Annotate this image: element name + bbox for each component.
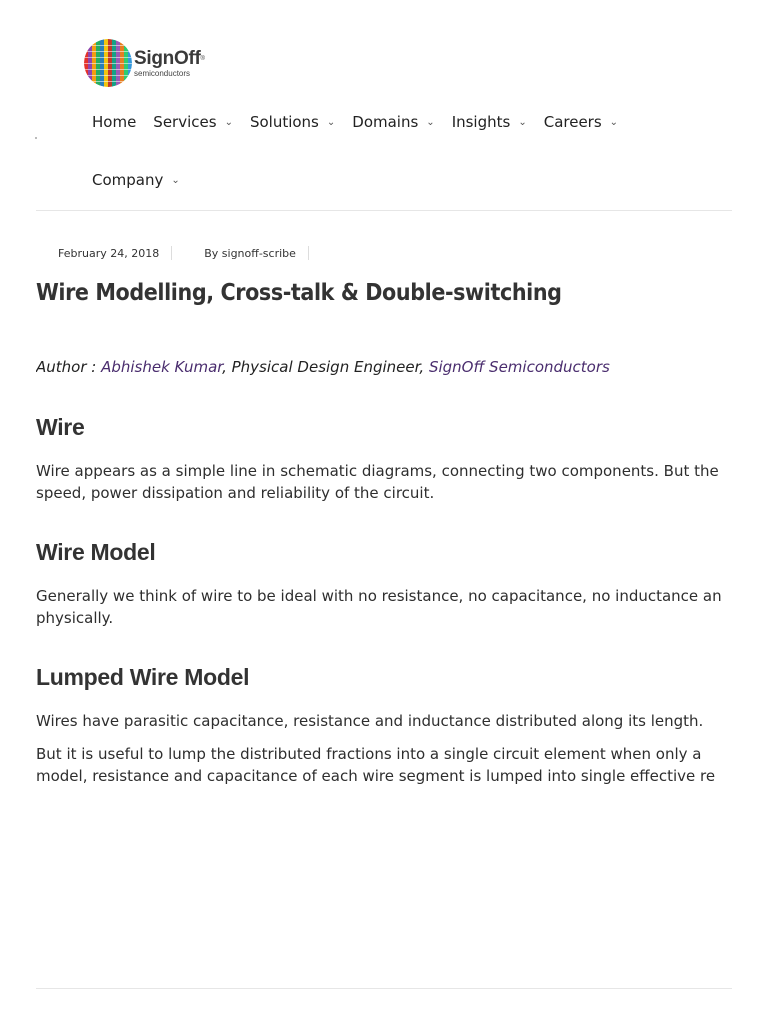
nav-item-careers[interactable]: Careers ⌄: [543, 113, 619, 131]
post-meta: [58, 246, 321, 260]
meta-separator: [171, 246, 172, 260]
company-link[interactable]: SignOff Semiconductors: [428, 358, 610, 376]
logo-subtitle: semiconductors: [134, 68, 191, 78]
paragraph-line: model, resistance and capacitance of each wire segment is lumped into single effective re: [36, 767, 716, 785]
paragraph-line: Wire appears as a simple line in schematic diagrams, connecting two components. But the: [36, 462, 719, 480]
paragraph-line: Wires have parasitic capacitance, resistance and inductance distributed along its length.: [36, 712, 704, 730]
post-title: Wire Modelling, Cross-talk & Double-switching: [36, 280, 562, 306]
header-divider: [36, 210, 732, 211]
section-heading-lumped-wire-model: Lumped Wire Model: [36, 664, 250, 690]
chevron-down-icon: ⌄: [171, 174, 180, 186]
nav-item-services[interactable]: Services ⌄: [153, 113, 233, 131]
logo-mark-icon: [84, 39, 132, 87]
nav-item-domains[interactable]: Domains ⌄: [352, 113, 435, 131]
nav-item-company[interactable]: Company ⌄: [92, 171, 180, 189]
paragraph-line: But it is useful to lump the distributed fractions into a single circuit element when only a: [36, 745, 702, 763]
paragraph-line: physically.: [36, 609, 114, 627]
section-heading-wire: Wire: [36, 414, 85, 440]
author-link[interactable]: Abhishek Kumar: [101, 358, 223, 376]
chevron-down-icon: ⌄: [326, 116, 336, 128]
chevron-down-icon: ⌄: [224, 116, 233, 128]
paragraph-line: speed, power dissipation and reliability of the circuit.: [36, 484, 435, 502]
site-logo[interactable]: [84, 38, 205, 88]
chevron-down-icon: ⌄: [426, 116, 435, 128]
nav-item-insights[interactable]: Insights ⌄: [451, 113, 527, 131]
decorative-dot: [35, 137, 37, 139]
chevron-down-icon: ⌄: [609, 116, 619, 128]
paragraph-line: Generally we think of wire to be ideal with no resistance, no capacitance, no inductance an: [36, 587, 722, 605]
nav-item-home[interactable]: Home: [92, 113, 137, 131]
post-content: [36, 270, 734, 790]
post-date[interactable]: February 24, 2018: [58, 246, 160, 260]
nav-item-solutions[interactable]: Solutions ⌄: [249, 113, 336, 131]
meta-separator: [308, 246, 309, 260]
logo-name: SignOff®: [134, 47, 205, 69]
post-byline[interactable]: By signoff-scribe: [204, 246, 296, 260]
main-navigation: [92, 102, 732, 189]
chevron-down-icon: ⌄: [518, 116, 527, 128]
author-line: Author : Abhishek Kumar, Physical Design Engineer, SignOff Semiconductors: [36, 358, 610, 376]
footer-divider: [36, 988, 732, 989]
section-heading-wire-model: Wire Model: [36, 539, 156, 565]
